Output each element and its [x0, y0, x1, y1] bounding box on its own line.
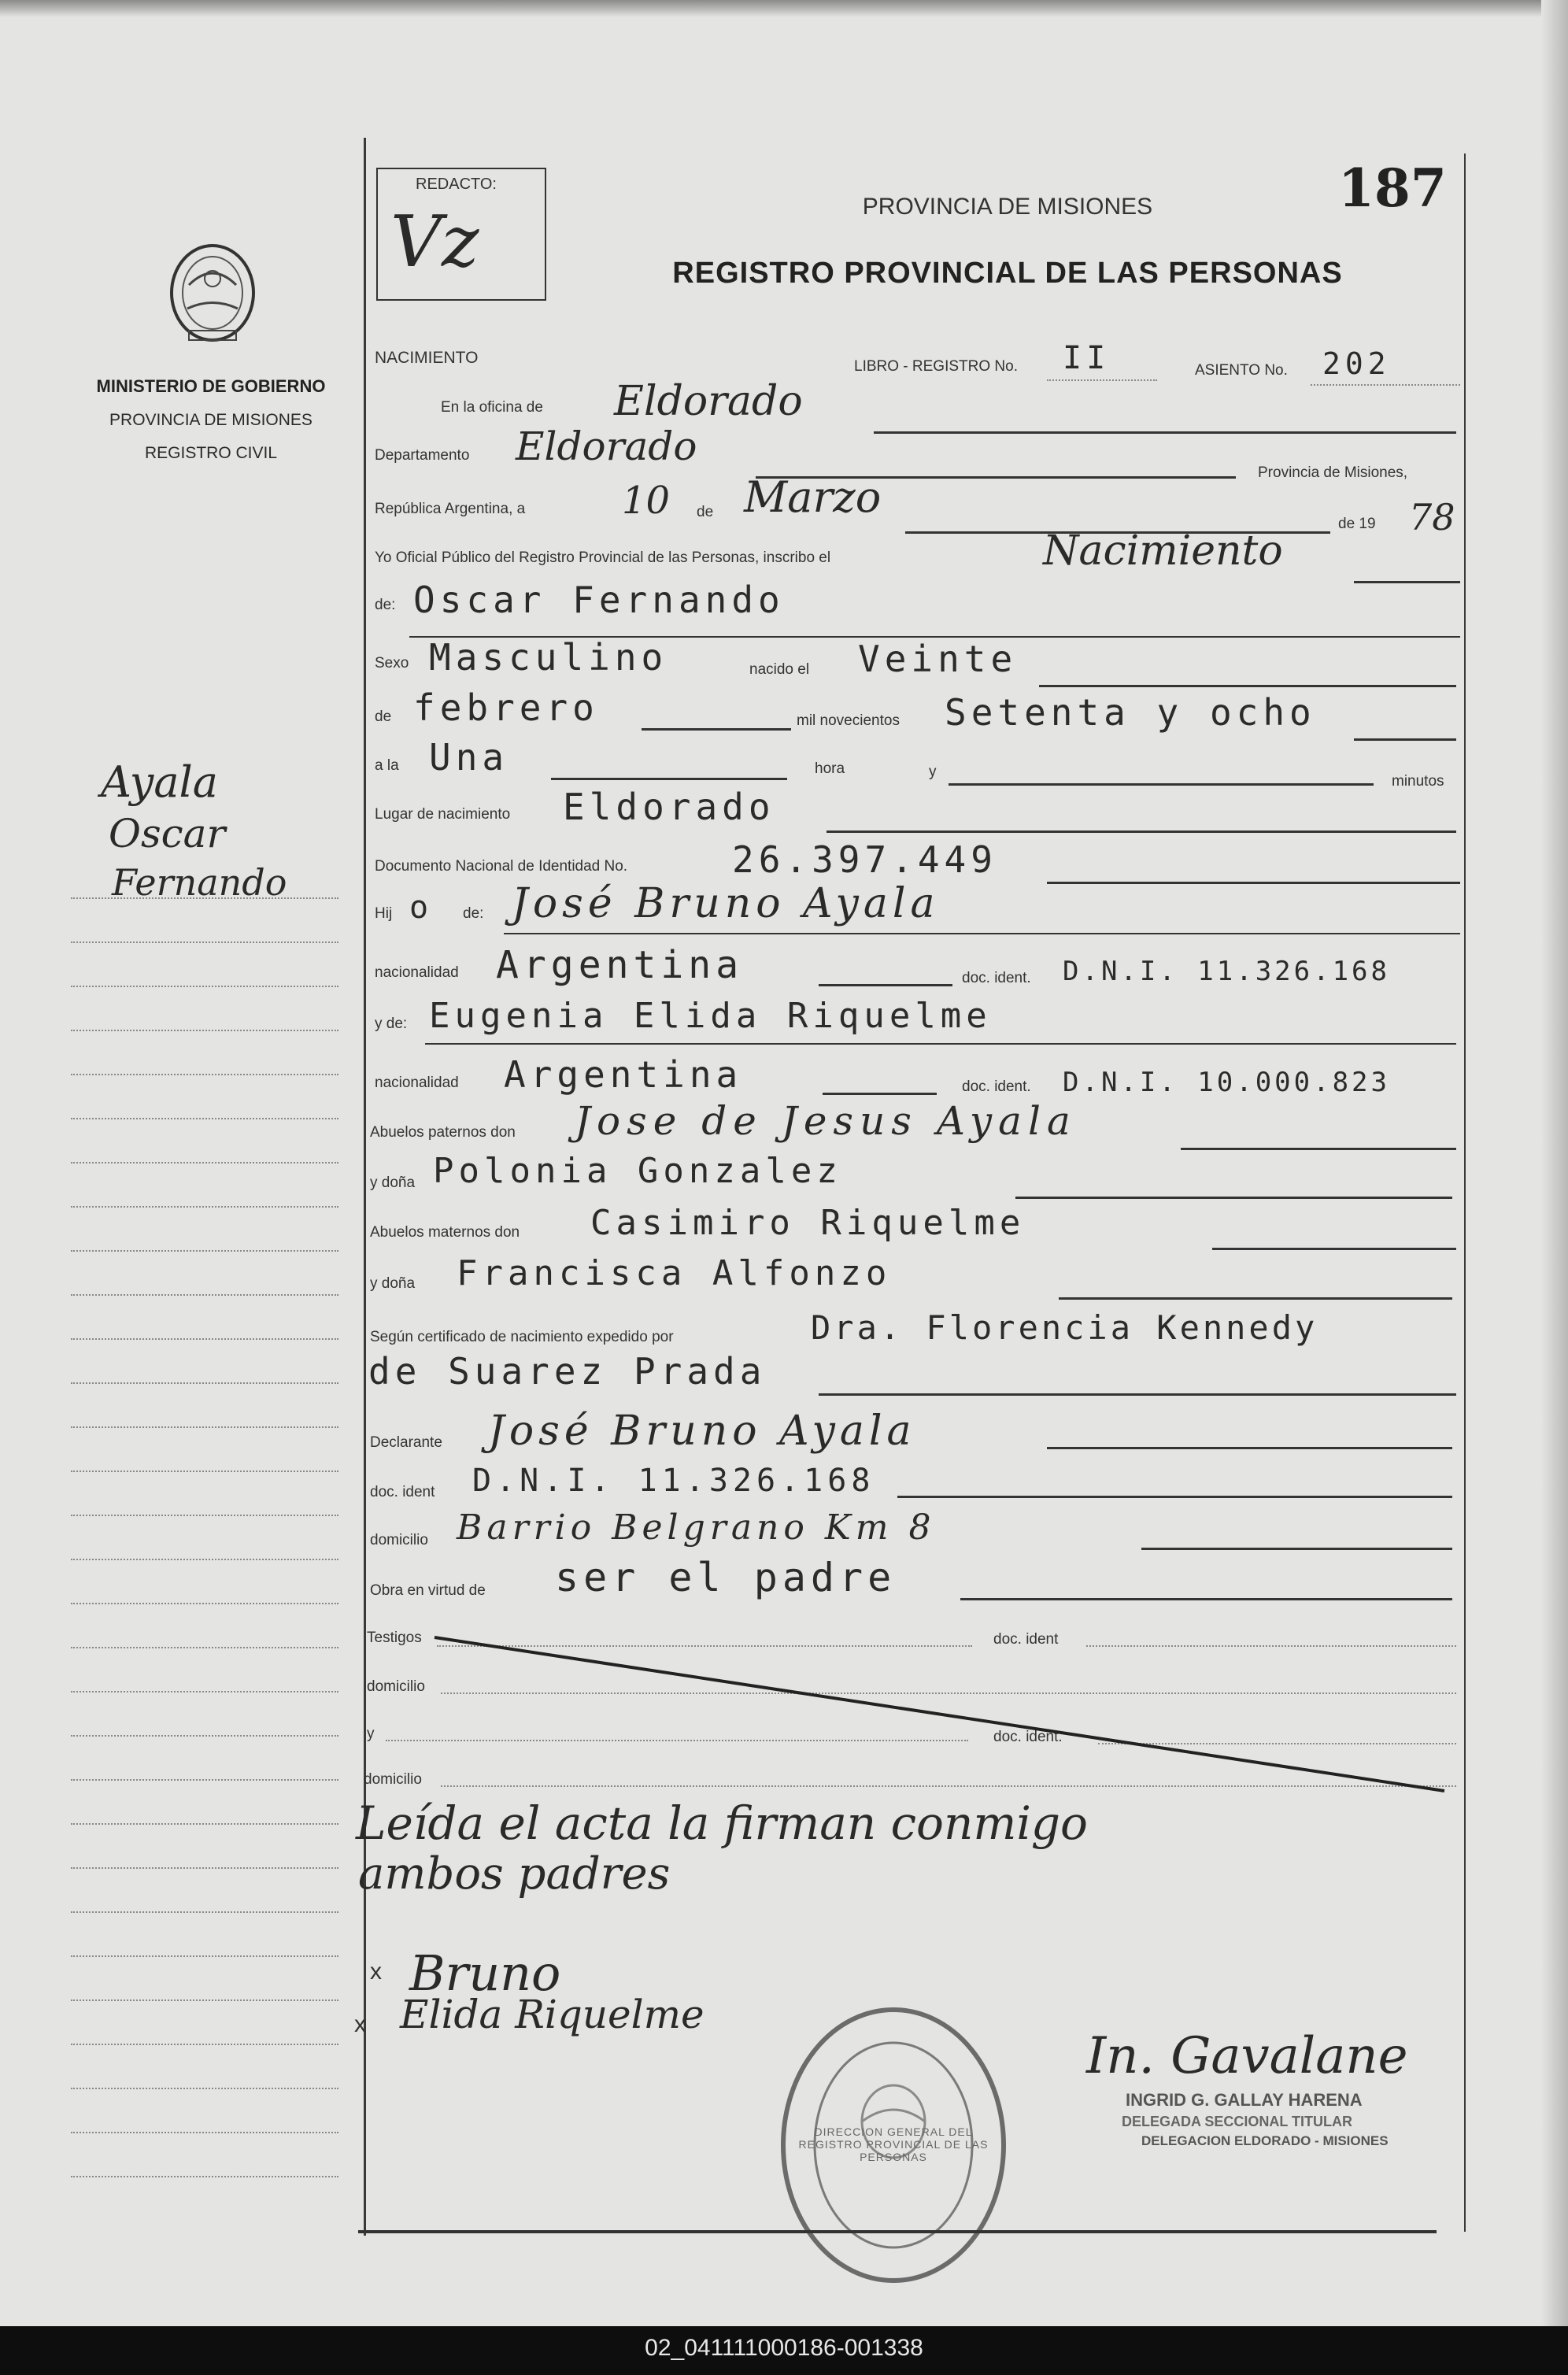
nac1-label: nacionalidad [375, 964, 459, 981]
abm-value: Casimiro Riquelme [590, 1203, 1026, 1243]
obra-label: Obra en virtud de [370, 1582, 486, 1599]
margin-note-name1: Oscar [109, 811, 226, 856]
margin-ruled-line [71, 1911, 338, 1913]
hora-value: Una [429, 736, 509, 779]
page-number: 187 [1338, 157, 1447, 219]
ydona1-label: y doña [370, 1175, 416, 1191]
margin-ruled-line [71, 1779, 338, 1781]
header-province: PROVINCIA DE MISIONES [862, 194, 1153, 220]
domicilio-value: Barrio Belgrano Km 8 [457, 1507, 936, 1548]
month-value: Marzo [744, 472, 882, 522]
redacto-initials: Vz [390, 201, 479, 283]
page-top-shadow [0, 0, 1568, 17]
margin-ruled-line [71, 1030, 338, 1031]
margin-note-surname: Ayala [101, 757, 218, 807]
ministry-province: PROVINCIA DE MISIONES [109, 411, 312, 429]
dom2-label: domicilio [364, 1771, 422, 1788]
margin-ruled-line [71, 1603, 338, 1604]
de4-label: de: [463, 905, 484, 922]
de2-label: de: [375, 597, 396, 613]
closing-rule [358, 2230, 1437, 2233]
departamento-label: Departamento [375, 447, 470, 464]
y-label: y [929, 764, 937, 780]
sexo-label: Sexo [375, 655, 409, 671]
nacido-value: Veinte [858, 638, 1018, 680]
testigos-label: Testigos [367, 1630, 422, 1646]
page-right-edge [1541, 0, 1568, 2326]
margin-ruled-line [71, 2000, 338, 2001]
margin-ruled-line [71, 1647, 338, 1648]
right-frame-line [1464, 154, 1466, 2232]
oficina-label: En la oficina de [441, 399, 543, 416]
de-label: de [697, 504, 714, 520]
de3-label: de [375, 708, 392, 725]
hijo-suffix: o [409, 890, 434, 926]
nac2-label: nacionalidad [375, 1075, 459, 1091]
cert-value: Dra. Florencia Kennedy [811, 1308, 1318, 1347]
file-id: 02_041111000186-001338 [645, 2335, 923, 2361]
margin-ruled-line [71, 1559, 338, 1560]
year-label: de 19 [1338, 516, 1376, 532]
stamp-office: DELEGACION ELDORADO - MISIONES [1141, 2133, 1389, 2148]
margin-ruled-line [71, 1294, 338, 1296]
header-title: REGISTRO PROVINCIAL DE LAS PERSONAS [672, 257, 1343, 290]
hora-label: hora [815, 760, 845, 777]
margin-ruled-line [71, 1735, 338, 1737]
father-x-mark: x [370, 1959, 382, 1985]
margin-ruled-line [71, 1250, 338, 1252]
republica-label: República Argentina, a [375, 501, 526, 517]
margin-ruled-line [71, 1955, 338, 1957]
margin-ruled-line [71, 941, 338, 943]
madre-value: Eugenia Elida Riquelme [429, 996, 992, 1036]
oficial-text: Yo Oficial Público del Registro Provincial de las Personas, inscribo el [375, 549, 831, 566]
nac2-value: Argentina [504, 1053, 743, 1096]
abp-label: Abuelos paternos don [370, 1124, 516, 1141]
margin-ruled-line [71, 1823, 338, 1825]
obra-value: ser el padre [555, 1555, 897, 1600]
declarante-value: José Bruno Ayala [488, 1408, 916, 1455]
minutos-label: minutos [1392, 773, 1444, 790]
y2-label: y [367, 1726, 375, 1742]
margin-ruled-line [71, 1471, 338, 1472]
ala-label: a la [375, 757, 399, 774]
docd-value: D.N.I. 11.326.168 [472, 1463, 875, 1499]
oficina-value: Eldorado [614, 378, 803, 425]
hijo-label: Hij [375, 905, 393, 922]
doc1-value: D.N.I. 11.326.168 [1063, 956, 1390, 987]
redacto-label: REDACTO: [416, 176, 497, 193]
lugar-label: Lugar de nacimiento [375, 806, 511, 823]
abm-label: Abuelos maternos don [370, 1224, 520, 1241]
margin-ruled-line [71, 1206, 338, 1208]
mil-label: mil novecientos [797, 712, 900, 729]
asiento-label: ASIENTO No. [1195, 362, 1288, 379]
declarante-label: Declarante [370, 1434, 442, 1451]
margin-ruled-line [71, 1515, 338, 1516]
margin-ruled-line [71, 2132, 338, 2133]
dni-value: 26.397.449 [732, 838, 997, 881]
abp-value: Jose de Jesus Ayala [575, 1098, 1077, 1144]
domicilio-label: domicilio [370, 1532, 428, 1548]
docd-label: doc. ident [370, 1484, 435, 1500]
margin-ruled-line [71, 1162, 338, 1163]
mother-x-mark: x [354, 2011, 366, 2037]
mes-value: febrero [413, 686, 599, 729]
nacido-label: nacido el [749, 661, 810, 678]
yde-label: y de: [375, 1015, 408, 1032]
seal-text: DIRECCION GENERAL DEL REGISTRO PROVINCIAL DE LAS PERSONAS [798, 2125, 989, 2163]
provincia-suffix: Provincia de Misiones, [1258, 464, 1408, 481]
margin-ruled-line [71, 1382, 338, 1384]
margin-ruled-line [71, 1338, 338, 1340]
year-value: 78 [1409, 496, 1455, 538]
margin-note-name2: Fernando [112, 861, 287, 904]
abp2-value: Polonia Gonzalez [433, 1151, 842, 1191]
margin-ruled-line [71, 2176, 338, 2177]
margin-ruled-line [71, 1118, 338, 1119]
departamento-value: Eldorado [516, 424, 697, 469]
left-frame-line [364, 138, 366, 2236]
margin-ruled-line [71, 1867, 338, 1869]
anio-value: Setenta y ocho [945, 691, 1316, 734]
province-crest-icon [157, 230, 268, 348]
margin-ruled-line [71, 1074, 338, 1075]
ydona2-label: y doña [370, 1275, 416, 1292]
father-signature: Bruno [409, 1944, 561, 2002]
redacto-box [376, 168, 546, 301]
closing-line-1: Leída el acta la firman conmigo [356, 1796, 1088, 1850]
closing-line-2: ambos padres [358, 1848, 671, 1900]
nac1-value: Argentina [496, 943, 744, 987]
day-value: 10 [622, 479, 671, 523]
record-type: NACIMIENTO [375, 349, 479, 367]
margin-ruled-line [71, 1691, 338, 1692]
doc1-label: doc. ident. [962, 970, 1031, 986]
doc2-value: D.N.I. 10.000.823 [1063, 1067, 1390, 1098]
margin-ruled-line [71, 2088, 338, 2089]
lugar-value: Eldorado [563, 786, 775, 828]
margin-ruled-line [71, 1426, 338, 1428]
margin-ruled-line [71, 897, 338, 899]
asiento-value: 202 [1322, 346, 1391, 381]
inscribo-value: Nacimiento [1043, 527, 1283, 575]
doct2-label: doc. ident. [993, 1729, 1063, 1745]
dni-label: Documento Nacional de Identidad No. [375, 858, 628, 875]
doct1-label: doc. ident [993, 1631, 1059, 1648]
cert-label: Según certificado de nacimiento expedido por [370, 1329, 674, 1345]
stamp-name: INGRID G. GALLAY HARENA [1126, 2090, 1363, 2110]
libro-label: LIBRO - REGISTRO No. [854, 358, 1018, 375]
margin-ruled-line [71, 2044, 338, 2045]
margin-ruled-line [71, 986, 338, 987]
abm2-value: Francisca Alfonzo [457, 1253, 892, 1293]
dom1-label: domicilio [367, 1678, 425, 1695]
name-value: Oscar Fernando [413, 579, 785, 621]
ministry-title: MINISTERIO DE GOBIERNO [96, 376, 326, 396]
libro-value: II [1063, 340, 1111, 376]
witness-cancel-line [433, 1633, 1456, 1799]
mother-signature: Elida Riquelme [400, 1992, 704, 2037]
doc2-label: doc. ident. [962, 1078, 1031, 1095]
official-signature: In. Gavalane [1086, 2027, 1408, 2085]
stamp-role: DELEGADA SECCIONAL TITULAR [1122, 2114, 1353, 2129]
ministry-registry: REGISTRO CIVIL [144, 444, 278, 462]
sexo-value: Masculino [429, 636, 668, 679]
padre-value: José Bruno Ayala [512, 880, 940, 927]
cert-value-2: de Suarez Prada [368, 1350, 767, 1393]
